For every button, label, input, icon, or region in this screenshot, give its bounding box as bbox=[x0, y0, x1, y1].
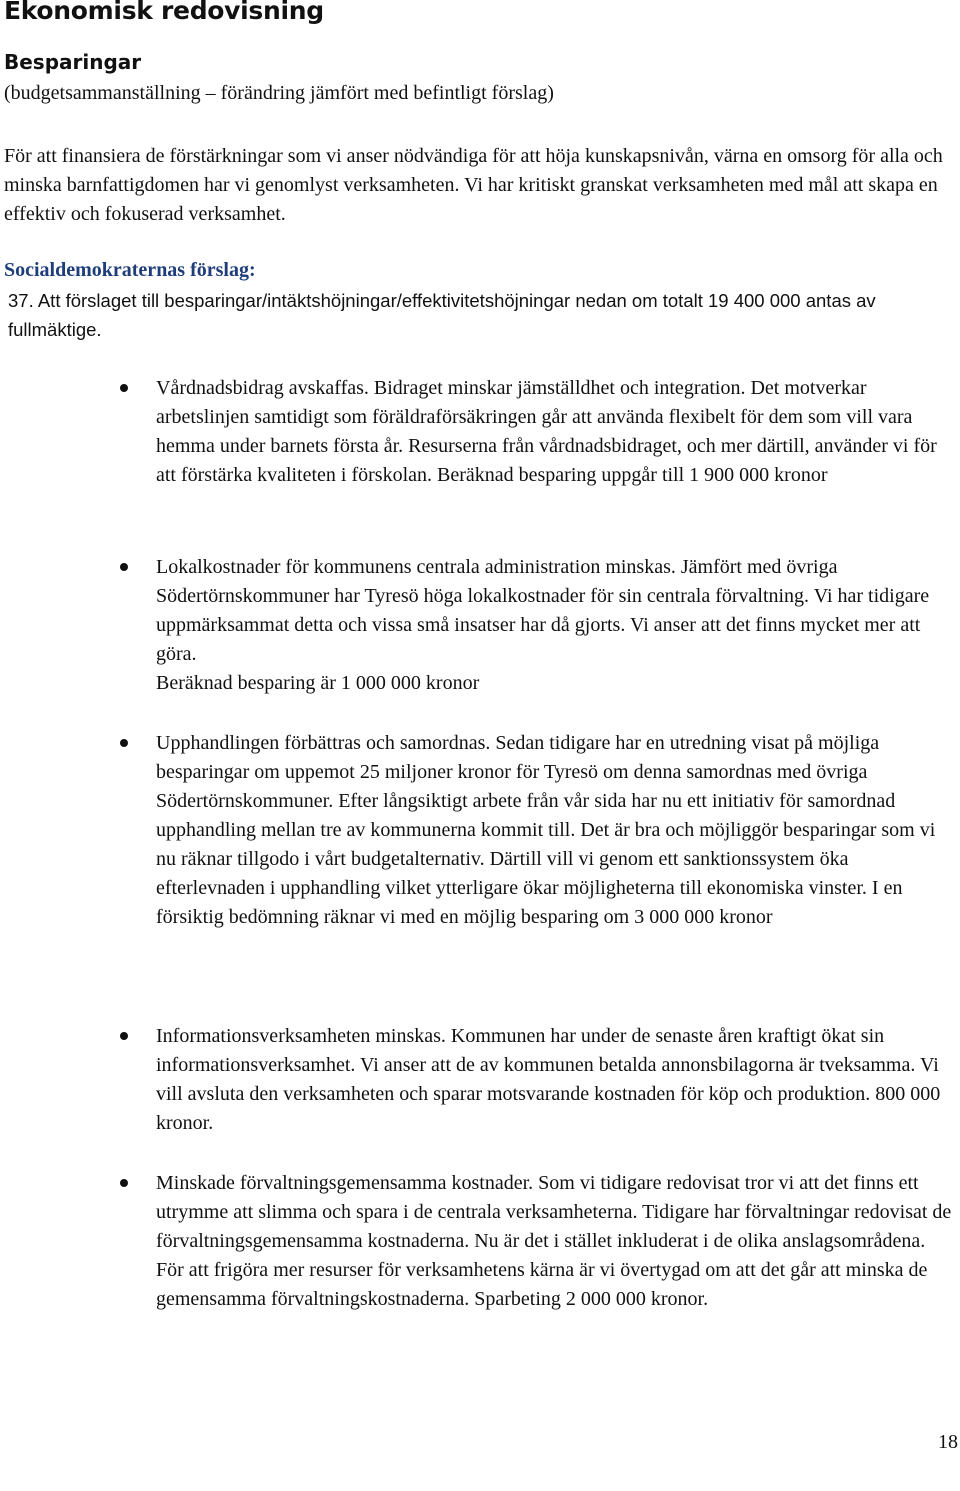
bullet-icon bbox=[120, 563, 128, 571]
intro-paragraph: För att finansiera de förstärkningar som vi anser nödvändiga för att höja kunskapsnivån, värna en omsorg för alla och minska barnfattigdomen har vi genomlyst verksamheten. Vi har kritiskt granskat verksamheten med mål att skapa en effektiv och fokuserad verksamhet. bbox=[4, 145, 943, 225]
list-item-saving: Beräknad besparing är 1 000 000 kronor bbox=[156, 672, 480, 694]
section-subtitle: (budgetsammanställning – förändring jämfört med befintligt förslag) bbox=[4, 82, 554, 104]
list-item-text: Upphandlingen förbättras och samordnas. Sedan tidigare har en utredning visat på möjliga besparingar om uppemot 25 miljoner kronor för Tyresö om denna samordnas med övriga Södertörnskommuner. Efter långsiktigt arbete från vår sida har nu ett initiativ för samordnad upphandling mellan tre av kommunerna kommit till. Det är bra och möjliggör besparingar som vi nu räknar tillgodo i vårt budgetalternativ. Därtill vill vi genom ett sanktionssystem öka efterlevnaden i upphandling vilket ytterligare ökar möjligheterna till ekonomiska vinster. I en försiktig bedömning räknar vi med en möjlig besparing om 3 000 000 kronor bbox=[156, 732, 936, 928]
decision-paragraph: 37. Att förslaget till besparingar/intäktshöjningar/effektivitetshöjningar nedan om totalt 19 400 000 antas av fullmäktige. bbox=[8, 290, 876, 340]
bullet-icon bbox=[120, 384, 128, 392]
section-title: Besparingar bbox=[4, 50, 142, 74]
list-item-text: Vårdnadsbidrag avskaffas. Bidraget minskar jämställdhet och integration. Det motverkar arbetslinjen samtidigt som föräldraförsäkringen går att använda flexibelt för dem som vill vara hemma under barnets första år. Resurserna från vårdnadsbidraget, och mer därtill, använder vi för att förstärka kvaliteten i förskolan. Beräknad besparing uppgår till 1 900 000 kronor bbox=[156, 377, 937, 486]
proposal-heading: Socialdemokraternas förslag: bbox=[4, 259, 256, 281]
list-item-text: Informationsverksamheten minskas. Kommunen har under de senaste åren kraftigt ökat sin informationsverksamhet. Vi anser att de av kommunen betalda annonsbilagorna är tveksamma. Vi vill avsluta den verksamheten och sparar motsvarande kostnaden för köp och produktion. 800 000 kronor. bbox=[156, 1025, 941, 1134]
page-title: Ekonomisk redovisning bbox=[4, 0, 324, 25]
bullet-icon bbox=[120, 1179, 128, 1187]
list-item-text: Minskade förvaltningsgemensamma kostnader. Som vi tidigare redovisat tror vi att det finns ett utrymme att slimma och spara i de centrala verksamheterna. Tidigare har förvaltningar redovisat de förvaltningsgemensamma kostnaderna. Nu är det i stället inkluderat i de olika anslagsområdena. För att frigöra mer resurser för verksamhetens kärna är vi övertygad om att det går att minska de gemensamma förvaltningskostnaderna. Sparbeting 2 000 000 kronor. bbox=[156, 1172, 952, 1310]
bullet-icon bbox=[120, 1032, 128, 1040]
bullet-icon bbox=[120, 739, 128, 747]
list-item-text: Lokalkostnader för kommunens centrala administration minskas. Jämfört med övriga Södertörnskommuner har Tyresö höga lokalkostnader för sin centrala förvaltning. Vi har tidigare uppmärksammat detta och vissa små insatser har då gjorts. Vi anser att det finns mycket mer att göra. bbox=[156, 556, 930, 665]
page-number: 18 bbox=[938, 1431, 958, 1453]
